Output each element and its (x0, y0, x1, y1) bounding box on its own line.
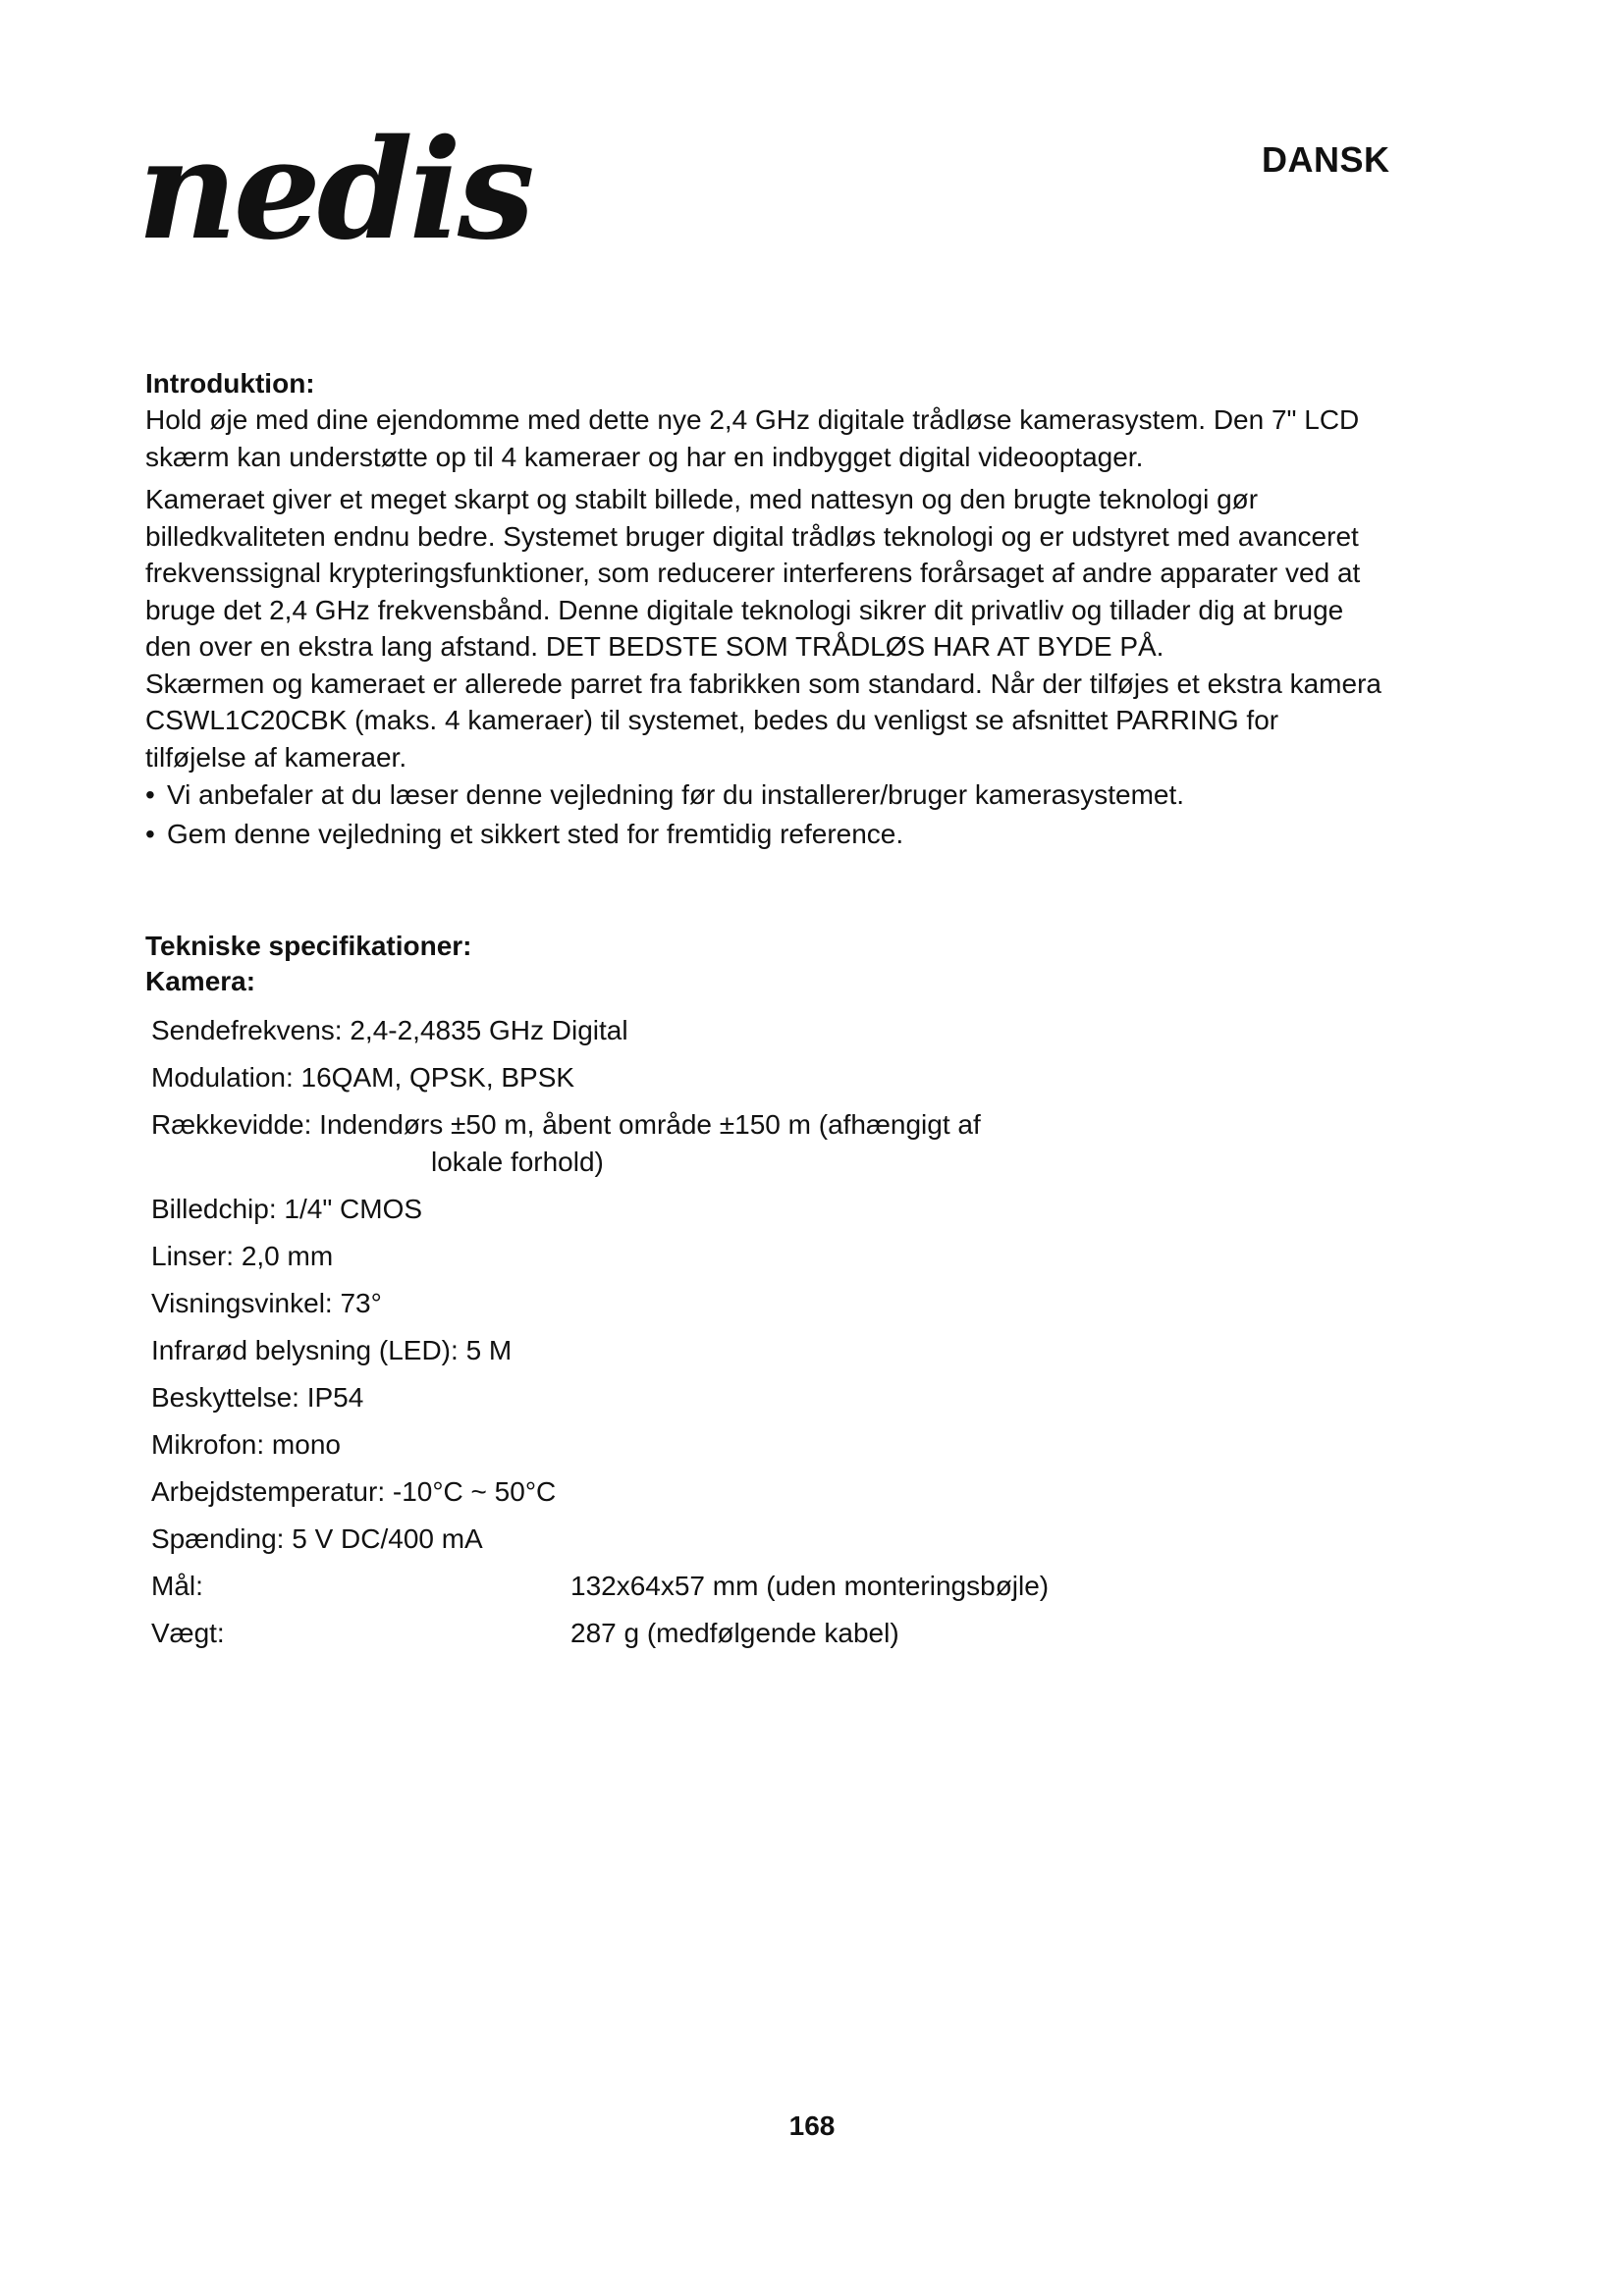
recommendation-list (145, 775, 1382, 854)
spec-row-weight (145, 1610, 1382, 1657)
spec-text: Mikrofon: mono (151, 1429, 341, 1460)
spec-value: 132x64x57 mm (uden monteringsbøjle) (570, 1571, 1050, 1601)
spec-value: 287 g (medfølgende kabel) (570, 1618, 899, 1648)
spec-label: Mål: (151, 1571, 203, 1601)
bullet-icon: • (145, 779, 155, 810)
spec-row (145, 1327, 1382, 1374)
spec-text: Billedchip: 1/4" CMOS (151, 1194, 423, 1224)
spec-row (145, 1280, 1382, 1327)
camera-subheading: Kamera: (145, 966, 256, 996)
intro-heading: Introduktion: (145, 368, 315, 399)
bullet-icon: • (145, 819, 155, 849)
spec-row (145, 1054, 1382, 1101)
list-item (145, 815, 1382, 854)
spec-row (145, 1233, 1382, 1280)
spec-text: Infrarød belysning (LED): 5 M (151, 1335, 513, 1365)
intro-paragraph-3: Skærmen og kameraet er allerede parret fra fabrikken som standard. Når der tilføjes et ekstra kamera CSWL1C20CBK (maks. 4 kameraer) til systemet, bedes du venligst se afsnittet PARRING for tilføjelse af kameraer. (145, 667, 1381, 773)
spec-text: Visningsvinkel: 73° (151, 1288, 382, 1318)
intro-paragraph-1: Hold øje med dine ejendomme med dette nye 2,4 GHz digitale trådløse kamerasystem. Den 7" LCD skærm kan understøtte op til 4 kameraer og har en indbygget digital videooptager. (145, 404, 1360, 472)
spec-row (145, 1468, 1382, 1516)
spec-row-dimensions (145, 1563, 1382, 1610)
spec-row (145, 1421, 1382, 1468)
list-item-text: Gem denne vejledning et sikkert sted for fremtidig reference. (167, 819, 904, 849)
list-item (145, 775, 1382, 815)
spec-text: Linser: 2,0 mm (151, 1241, 334, 1271)
spec-text-continuation: lokale forhold) (431, 1147, 604, 1177)
language-label: DANSK (1262, 139, 1390, 180)
spec-row (145, 1374, 1382, 1421)
spec-list (145, 1007, 1382, 1657)
spec-row (145, 1101, 1382, 1186)
spec-row (145, 1516, 1382, 1563)
spec-label: Vægt: (151, 1618, 225, 1648)
spec-row (145, 1186, 1382, 1233)
intro-paragraph-2: Kameraet giver et meget skarpt og stabilt billede, med nattesyn og den brugte teknologi gør billedkvaliteten endnu bedre. Systemet bruger digital trådløs teknologi og er udstyret med avanceret frekvenssignal krypteringsfunktioner, som reducerer interferens forårsaget af andre apparater ved at bruge det 2,4 GHz frekvensbånd. Denne digitale teknologi sikrer dit privatliv og tillader dig at bruge den over en ekstra lang afstand. DET BEDSTE SOM TRÅDLØS HAR AT BYDE PÅ. (145, 484, 1361, 662)
logo-text: nedis (137, 128, 531, 265)
page-number: 168 (788, 2110, 836, 2141)
spec-text: Modulation: 16QAM, QPSK, BPSK (151, 1062, 575, 1093)
specs-heading: Tekniske specifikationer: (145, 931, 472, 961)
spec-text: Arbejdstemperatur: -10°C ~ 50°C (151, 1476, 557, 1507)
nedis-logo (137, 128, 638, 265)
page-content (145, 366, 1382, 1657)
spec-row (145, 1007, 1382, 1054)
spec-text: Beskyttelse: IP54 (151, 1382, 364, 1413)
spec-text: Rækkevidde: Indendørs ±50 m, åbent område ±150 m (afhængigt af (151, 1109, 981, 1140)
spec-text: Sendefrekvens: 2,4-2,4835 GHz Digital (151, 1015, 628, 1045)
spec-text: Spænding: 5 V DC/400 mA (151, 1523, 483, 1554)
list-item-text: Vi anbefaler at du læser denne vejledning før du installerer/bruger kamerasystemet. (167, 779, 1185, 810)
